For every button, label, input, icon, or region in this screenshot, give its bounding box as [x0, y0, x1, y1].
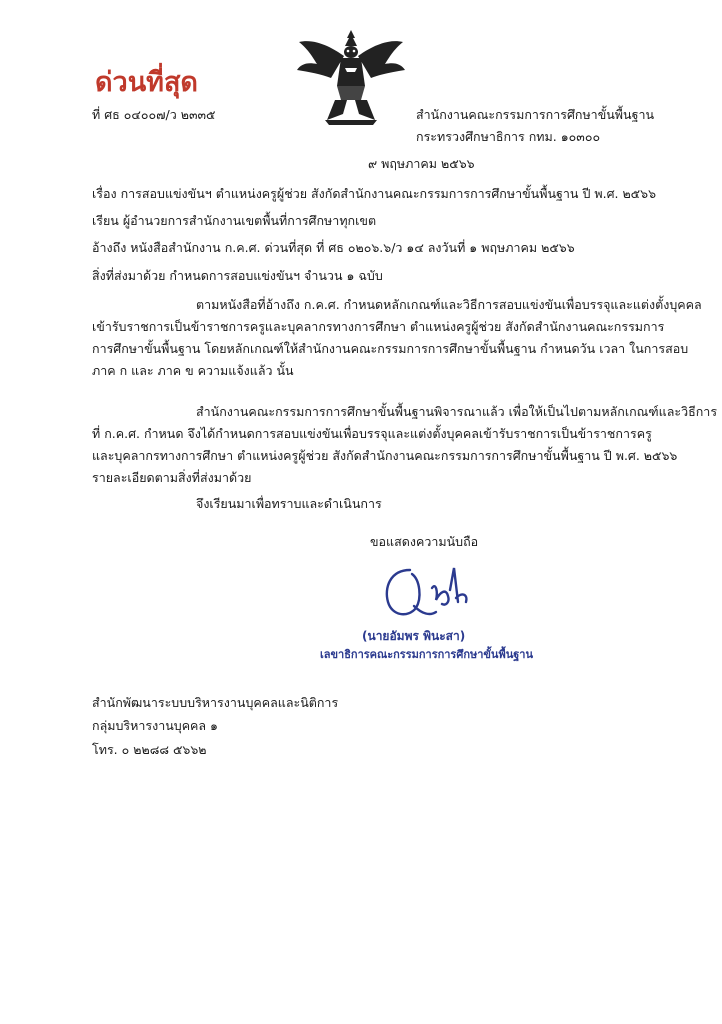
subject-line: เรื่อง การสอบแข่งขันฯ ตำแหน่งครูผู้ช่วย สังกัดสำนักงานคณะกรรมการการศึกษาขั้นพื้นฐาน ปี พ.ศ. ๒๕๖๖: [92, 186, 657, 201]
urgency-label: ด่วนที่สุด: [95, 67, 198, 98]
handwritten-signature: [376, 562, 486, 628]
document-number: ที่ ศธ ๐๔๐๐๗/ว ๒๓๓๕: [92, 107, 216, 122]
issuer-line-1: สำนักงานคณะกรรมการการศึกษาขั้นพื้นฐาน: [416, 107, 655, 122]
enclosure-line: สิ่งที่ส่งมาด้วย กำหนดการสอบแข่งขันฯ จำนวน ๑ ฉบับ: [92, 268, 383, 283]
body-paragraph-1: [92, 294, 702, 382]
para2-line: และบุคลากรทางการศึกษา ตำแหน่งครูผู้ช่วย สังกัดสำนักงานคณะกรรมการการศึกษาขั้นพื้นฐาน ปี พ.ศ. ๒๕๖๖: [92, 448, 678, 463]
para1-line: ตามหนังสือที่อ้างถึง ก.ค.ศ. กำหนดหลักเกณฑ์และวิธีการสอบแข่งขันเพื่อบรรจุและแต่งตั้งบุคคล: [196, 297, 702, 312]
para2-line: ที่ ก.ค.ศ. กำหนด จึงได้กำหนดการสอบแข่งขันเพื่อบรรจุและแต่งตั้งบุคคลเข้ารับราชการเป็นข้าราชการครู: [92, 426, 652, 441]
body-paragraph-2: [92, 401, 718, 489]
para2-line: สำนักงานคณะกรรมการการศึกษาขั้นพื้นฐานพิจารณาแล้ว เพื่อให้เป็นไปตามหลักเกณฑ์และวิธีการ: [196, 404, 718, 419]
footer-phone: โทร. ๐ ๒๒๘๘ ๕๖๖๒: [92, 742, 207, 757]
para1-line: เข้ารับราชการเป็นข้าราชการครูและบุคลากรทางการศึกษา ตำแหน่งครูผู้ช่วย สังกัดสำนักงานคณะกรรมการ: [92, 319, 665, 334]
footer-group: กลุ่มบริหารงานบุคคล ๑: [92, 718, 218, 733]
garuda-emblem: [295, 28, 407, 126]
para1-line: ภาค ก และ ภาค ข ความแจ้งแล้ว นั้น: [92, 363, 294, 378]
para2-line: รายละเอียดตามสิ่งที่ส่งมาด้วย: [92, 470, 252, 485]
footer-office: สำนักพัฒนาระบบบริหารงานบุคคลและนิติการ: [92, 695, 339, 710]
document-date: ๙ พฤษภาคม ๒๕๖๖: [368, 156, 475, 171]
issuer-line-2: กระทรวงศึกษาธิการ กทม. ๑๐๓๐๐: [416, 129, 601, 144]
para1-line: การศึกษาขั้นพื้นฐาน โดยหลักเกณฑ์ให้สำนักงานคณะกรรมการการศึกษาขั้นพื้นฐาน กำหนดวัน เวลา ในการสอบ: [92, 341, 689, 356]
closing-request: จึงเรียนมาเพื่อทราบและดำเนินการ: [196, 496, 382, 511]
signatory-name: (นายอัมพร พินะสา): [362, 629, 466, 643]
reference-line: อ้างถึง หนังสือสำนักงาน ก.ค.ศ. ด่วนที่สุด ที่ ศธ ๐๒๐๖.๖/ว ๑๔ ลงวันที่ ๑ พฤษภาคม ๒๕๖๖: [92, 240, 575, 255]
salutation: ขอแสดงความนับถือ: [370, 534, 479, 549]
recipient-line: เรียน ผู้อำนวยการสำนักงานเขตพื้นที่การศึกษาทุกเขต: [92, 213, 377, 228]
signatory-title: เลขาธิการคณะกรรมการการศึกษาขั้นพื้นฐาน: [320, 648, 533, 661]
